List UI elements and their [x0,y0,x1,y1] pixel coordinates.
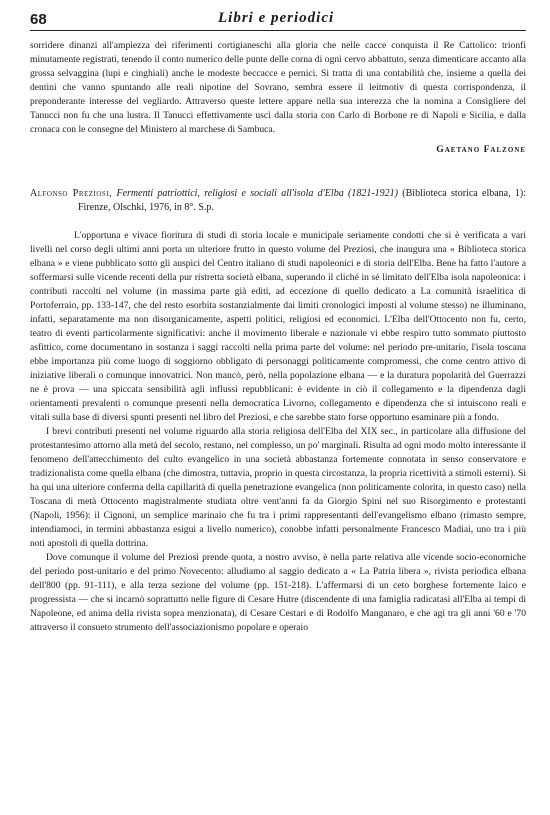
review-header [30,187,526,215]
previous-review-paragraph: sorridere dinanzi all'ampiezza dei riferimenti cortigianeschi alla gloria che nelle cacce conquista il Re Cattolico: trionfi minutamente registrati, tenendo il conto numerico delle punte delle corna di ogni cervo abbattuto, senza dimenticare accanto alla grossa selvaggina (lupi e cinghiali) anche le modeste beccacce e pernici. Si tratta di una contabilità che, insieme a quella dei dentini che vanno spuntando alle reali nipotine del Sovrano, sembra essere il leitmotiv di questa corrispondenza, il preponderante interesse del vegliardo. Attraverso queste lettere appare nella sua interezza che la nomina a Consigliere del Tanucci non fu che una lustra. Il Tanucci effettivamente uscì dalla storia con Carlo di Borbone re di Napoli e Sicilia, e dalla cronaca con le consegne del Ministero al marchese di Sambuca. [30,40,526,135]
page-number: 68 [30,11,47,28]
running-head [30,10,526,31]
review-publication: (Biblioteca storica elbana, 1): Firenze, Olschki, 1976, in 8°. S.p. [78,188,527,213]
reviewer-signature: Gaetano Falzone [436,144,526,155]
review-paragraph-1: L'opportuna e vivace fioritura di studi di storia locale e municipale seriamente condotti che si è verificata a vari livelli nel corso degli ultimi anni porta un ulteriore frutto in questo volume del Preziosi, che inaugura una « Biblioteca storica elbana » e viene pubblicato sotto gli auspici del Centro italiano di studi napoleonici e di storia dell'Elba. Bene ha fatto l'autore a soffermarsi sulle vicende recenti della pur ristretta società elbana, superando il cliché in sé limitato dell'Elba isola napoleonica: i contributi raccolti nel volume (in massima parte già editi, ad eccezione di quello dedicato a La comunità israelitica di Portoferraio, pp. 133-147, che del resto esorbita sostanzialmente dai limiti cronologici imposti al volume stesso) ne illuminano, infatti, separatamente ma non disorganicamente, aspetti politici, religiosi ed economici. L'Elba dell'Ottocento non fu, certo, teatro di eventi particolarmente significativi: anche il movimento liberale e nazionale vi ebbe respiro tutto sommato piuttosto asfittico, come documentano in sostanza i saggi raccolti nella prima parte del volume: nel periodo pre-unitario, l'isola toscana ebbe importanza più come luogo di soggiorno obbligato di personaggi politicamente compromessi, che come centro attivo di iniziative liberali o comunque innovatrici. Non mancò, però, nella popolazione elbana — e la duratura popolarità del Guerrazzi ne è prova — una spiccata sensibilità agli influssi repubblicani: è evidente in ciò il collegamento e la dipendenza dagli orientamenti prevalenti o comunque presenti nella democratica Livorno, collegamento e dipendenza che si intuiscono reali e vitali sulla base di diversi spunti presenti nel libro del Preziosi, e che sarebbe stato forse opportuno esaminare più a fondo. [30,230,526,423]
book-page [30,10,526,635]
review-paragraph-2: I brevi contributi presenti nel volume riguardo alla storia religiosa dell'Elba del XIX sec., in particolare alla diffusione del protestantesimo attorno alla metà del secolo, restano, nel complesso, un po' marginali. Risulta ad ogni modo molto interessante il fenomeno dell'attecchimento del culto evangelico in una società abbastanza fortemente connotata in senso conservatore e tradizionalista come quella elbana (che dimostra, tuttavia, proprio in questa circostanza, la propria ricettività a stimoli esterni). Si ha qui una ulteriore conferma della capillarità di quella penetrazione evangelica (non politicamente colorita, in questo caso) nella Toscana di metà Ottocento magistralmente studiata oltre vent'anni fa da Giorgio Spini nel suo Risorgimento e protestanti (Napoli, 1956): il Cignoni, un semplice marinaio che fu tra i primi rappresentanti dell'evangelismo elbano (rimasto sempre, intendiamoci, in termini abbastanza esigui a livello numerico), conobbe infatti personalmente Francesco Madiai, uno tra i più noti apostoli di quella dottrina. [30,426,526,549]
review-title: Fermenti patriottici, religiosi e sociali all'isola d'Elba (1821-1921) [116,188,398,199]
running-title: Libri e periodici [218,10,335,26]
review-author: Alfonso Preziosi, [30,188,113,199]
review-paragraph-3: Dove comunque il volume del Preziosi prende quota, a nostro avviso, è nella parte relativa alle vicende socio-economiche del periodo post-unitario e del primo Novecento: alludiamo al saggio dedicato a « La Patria libera », rivista periodica elbana dell'800 (pp. 91-111), e alla terza sezione del volume (pp. 151-218). L'affermarsi di un ceto borghese fortemente laico e progressista — che si incarnò soprattutto nelle figure di Cesare Hutre (discendente di una famiglia radicatasi all'Elba ai tempi di Napoleone, ed anima della rivista sopra menzionata), di Cesare Cestari e di Rodolfo Manganaro, e che agì tra gli anni '60 e '70 attraverso il consueto strumento dell'associazionismo popolare e operaio [30,552,526,633]
